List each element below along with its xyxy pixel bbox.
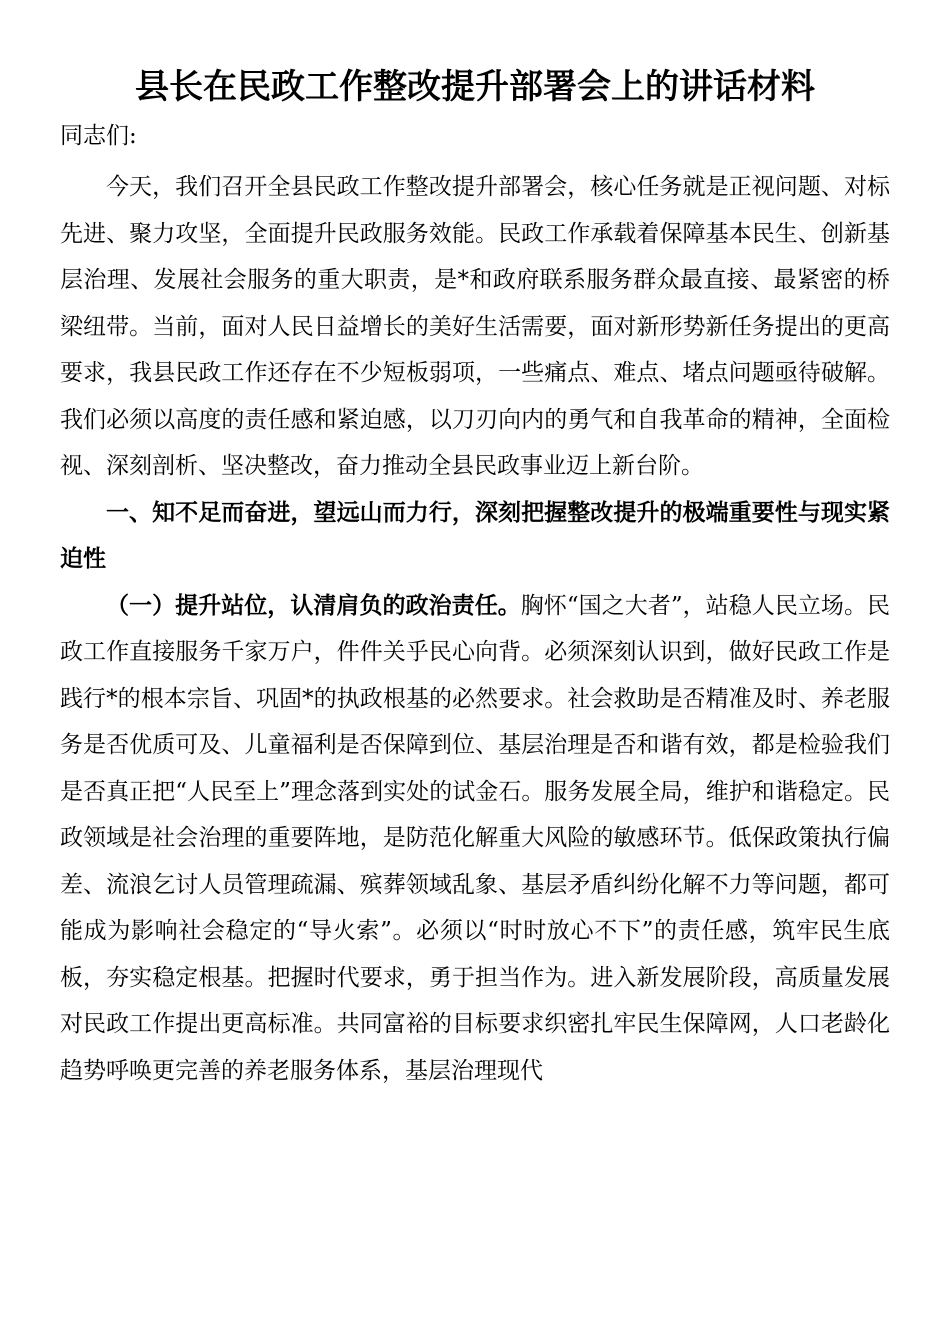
intro-paragraph: 今天，我们召开全县民政工作整改提升部署会，核心任务就是正视问题、对标先进、聚力攻坚，全面提升民政服务效能。民政工作承载着保障基本民生、创新基层治理、发展社会服务的重大职责，是*和政府联系服务群众最直接、最紧密的桥梁纽带。当前，面对人民日益增长的美好生活需要，面对新形势新任务提出的更高要求，我县民政工作还存在不少短板弱项，一些痛点、难点、堵点问题亟待破解。我们必须以高度的责任感和紧迫感，以刀刃向内的勇气和自我革命的精神，全面检视、深刻剖析、坚决整改，奋力推动全县民政事业迈上新台阶。 [60, 174, 890, 479]
salutation: 同志们: [60, 123, 137, 149]
subsection-lead: （一）提升站位，认清肩负的政治责任。 [106, 591, 521, 619]
document-body [60, 116, 890, 1094]
document-title: 县长在民政工作整改提升部署会上的讲话材料 [135, 67, 815, 107]
subsection-body: 胸怀“国之大者”，站稳人民立场。民政工作直接服务千家万户，件件关乎民心向背。必须深刻认识到，做好民政工作是践行*的根本宗旨、巩固*的执政根基的必然要求。社会救助是否精准及时、养老服务是否优质可及、儿童福利是否保障到位、基层治理是否和谐有效，都是检验我们是否真正把“人民至上”理念落到实处的试金石。服务发展全局，维护和谐稳定。民政领域是社会治理的重要阵地，是防范化解重大风险的敏感环节。低保政策执行偏差、流浪乞讨人员管理疏漏、殡葬领域乱象、基层矛盾纠纷化解不力等问题，都可能成为影响社会稳定的“导火索”。必须以“时时放心不下”的责任感，筑牢民生底板，夯实稳定根基。把握时代要求，勇于担当作为。进入新发展阶段，高质量发展对民政工作提出更高标准。共同富裕的目标要求织密扎牢民生保障网，人口老龄化趋势呼唤更完善的养老服务体系，基层治理现代 [60, 592, 890, 1084]
section-heading: 一、知不足而奋进，望远山而力行，深刻把握整改提升的极端重要性与现实紧迫性 [60, 499, 890, 572]
document-page [60, 58, 890, 1094]
subsection-paragraph [60, 583, 890, 1095]
